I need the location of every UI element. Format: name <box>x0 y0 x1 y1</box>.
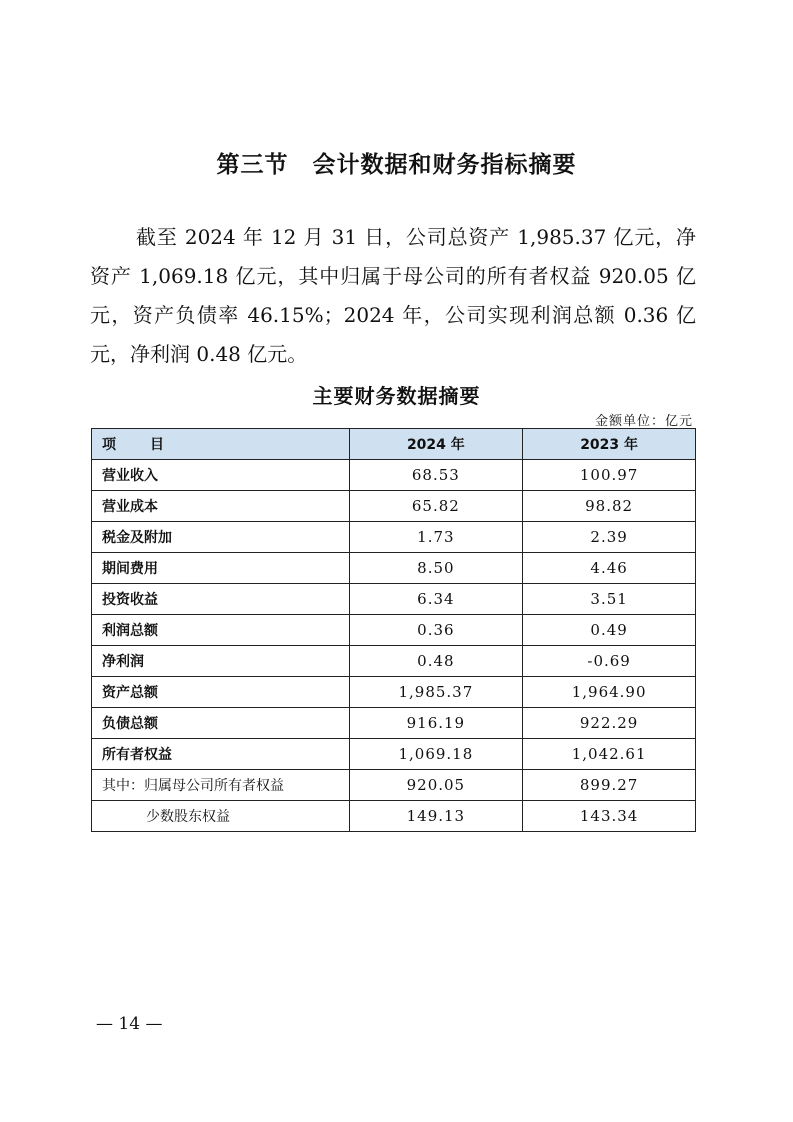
value-2023: 1,042.61 <box>523 739 696 770</box>
row-label: 所有者权益 <box>92 739 350 770</box>
value-2024: 65.82 <box>349 491 523 522</box>
value-2023: 0.49 <box>523 615 696 646</box>
value-2024: 68.53 <box>349 460 523 491</box>
table-row <box>92 460 696 491</box>
row-label: 其中：归属母公司所有者权益 <box>92 770 350 801</box>
value-2024: 6.34 <box>349 584 523 615</box>
row-label: 负债总额 <box>92 708 350 739</box>
value-2023: 2.39 <box>523 522 696 553</box>
table-row <box>92 677 696 708</box>
value-2024: 0.48 <box>349 646 523 677</box>
table-title: 主要财务数据摘要 <box>312 384 481 408</box>
header-item: 项 目 <box>92 429 350 460</box>
row-label: 营业成本 <box>92 491 350 522</box>
row-label: 少数股东权益 <box>92 801 350 832</box>
financial-summary-table <box>91 428 696 832</box>
value-2024: 8.50 <box>349 553 523 584</box>
value-2024: 916.19 <box>349 708 523 739</box>
value-2024: 0.36 <box>349 615 523 646</box>
row-label: 投资收益 <box>92 584 350 615</box>
table-row <box>92 522 696 553</box>
value-2023: 3.51 <box>523 584 696 615</box>
table-row <box>92 770 696 801</box>
table-row <box>92 553 696 584</box>
table-row <box>92 584 696 615</box>
header-2024: 2024 年 <box>349 429 523 460</box>
value-2023: 143.34 <box>523 801 696 832</box>
value-2023: 922.29 <box>523 708 696 739</box>
row-label: 净利润 <box>92 646 350 677</box>
row-label: 税金及附加 <box>92 522 350 553</box>
table-header-row <box>92 429 696 460</box>
table-row <box>92 801 696 832</box>
amount-unit-note: 金额单位：亿元 <box>594 414 693 429</box>
row-label: 营业收入 <box>92 460 350 491</box>
value-2023: 4.46 <box>523 553 696 584</box>
table-row <box>92 491 696 522</box>
row-label: 资产总额 <box>92 677 350 708</box>
value-2024: 1,985.37 <box>349 677 523 708</box>
value-2023: 1,964.90 <box>523 677 696 708</box>
value-2023: 100.97 <box>523 460 696 491</box>
table-row <box>92 708 696 739</box>
row-label: 利润总额 <box>92 615 350 646</box>
value-2024: 1.73 <box>349 522 523 553</box>
page-number: — 14 — <box>96 1014 163 1034</box>
table-row <box>92 739 696 770</box>
value-2023: 98.82 <box>523 491 696 522</box>
table-row <box>92 646 696 677</box>
section-title: 第三节 会计数据和财务指标摘要 <box>216 152 577 178</box>
table-row <box>92 615 696 646</box>
value-2024: 920.05 <box>349 770 523 801</box>
summary-paragraph: 截至 2024 年 12 月 31 日，公司总资产 1,985.37 亿元，净资产 1,069.18 亿元，其中归属于母公司的所有者权益 920.05 亿元，资产负债率 46.15%；2024 年，公司实现利润总额 0.36 亿元，净利润 0.48 亿元。 <box>90 225 696 366</box>
row-label: 期间费用 <box>92 553 350 584</box>
value-2024: 149.13 <box>349 801 523 832</box>
value-2023: 899.27 <box>523 770 696 801</box>
value-2024: 1,069.18 <box>349 739 523 770</box>
value-2023: -0.69 <box>523 646 696 677</box>
header-2023: 2023 年 <box>523 429 696 460</box>
